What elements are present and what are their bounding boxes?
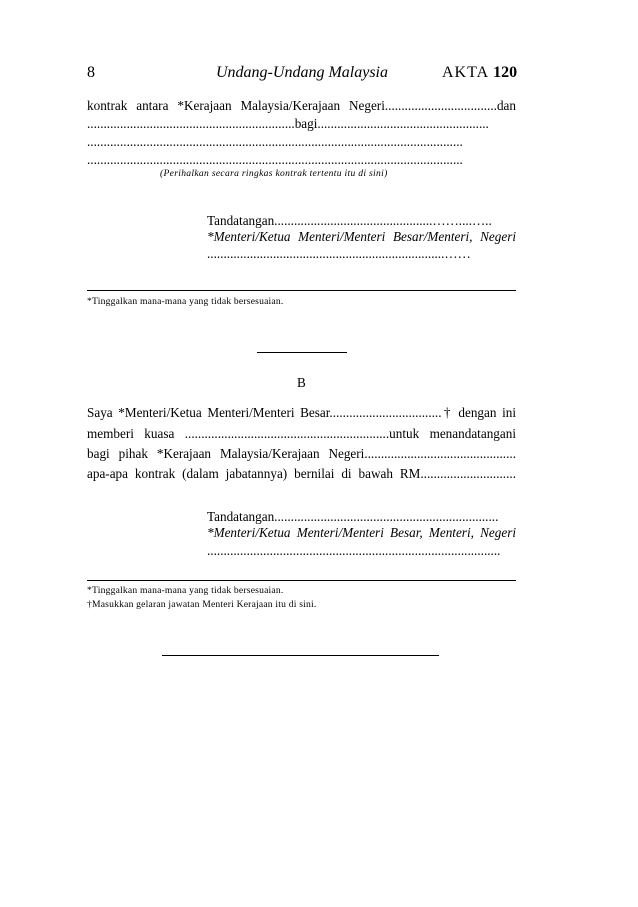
section-a-line-1: kontrak antara *Kerajaan Malaysia/Kerajaan Negeri..................................dan <box>87 98 516 113</box>
section-b-footnote-2: †Masukkan gelaran jawatan Menteri Kerajaan itu di sini. <box>87 599 317 610</box>
running-title: Undang-Undang Malaysia <box>216 64 388 81</box>
act-label: AKTA <box>442 64 490 81</box>
footnote-divider-b <box>87 580 516 581</box>
section-a-line-3: .................................................................................................................. <box>87 134 463 149</box>
section-a-footnote: *Tinggalkan mana-mana yang tidak bersesuaian. <box>87 296 284 307</box>
section-b-line-4: apa-apa kontrak (dalam jabatannya) bernilai di bawah RM............................. <box>87 466 516 481</box>
section-a-note: (Perihalkan secara ringkas kontrak tertentu itu di sini) <box>160 168 388 179</box>
end-rule <box>162 655 439 656</box>
page-number: 8 <box>87 64 95 81</box>
section-a-signatory-role: *Menteri/Ketua Menteri/Menteri Besar/Menteri, Negeri <box>207 229 516 244</box>
section-b-signatory-role: *Menteri/Ketua Menteri/Menteri Besar, Menteri, Negeri <box>207 525 516 540</box>
section-a-signature-line: Tandatangan................................................……....….. <box>207 213 492 228</box>
act-number: 120 <box>493 64 518 81</box>
section-b-heading: B <box>297 375 306 390</box>
section-a-role-dots: ........................................................................…… <box>207 246 471 261</box>
act-reference <box>442 64 517 82</box>
section-a-line-4: .................................................................................................................. <box>87 152 463 167</box>
footnote-divider-a <box>87 290 516 291</box>
section-b-line-1: Saya *Menteri/Ketua Menteri/Menteri Besar..................................† dengan ini <box>87 405 516 420</box>
section-b-line-2: memberi kuasa ..............................................................untuk menandatangani <box>87 426 516 441</box>
section-b-role-dots: ......................................................................................... <box>207 543 501 558</box>
section-b-line-3: bagi pihak *Kerajaan Malaysia/Kerajaan Negeri.............................................. <box>87 446 516 461</box>
section-separator <box>257 352 347 353</box>
section-b-signature-line: Tandatangan.................................................................... <box>207 509 499 524</box>
section-b-footnote-1: *Tinggalkan mana-mana yang tidak bersesuaian. <box>87 585 284 596</box>
section-a-line-2: ...............................................................bagi.................................................... <box>87 116 489 131</box>
